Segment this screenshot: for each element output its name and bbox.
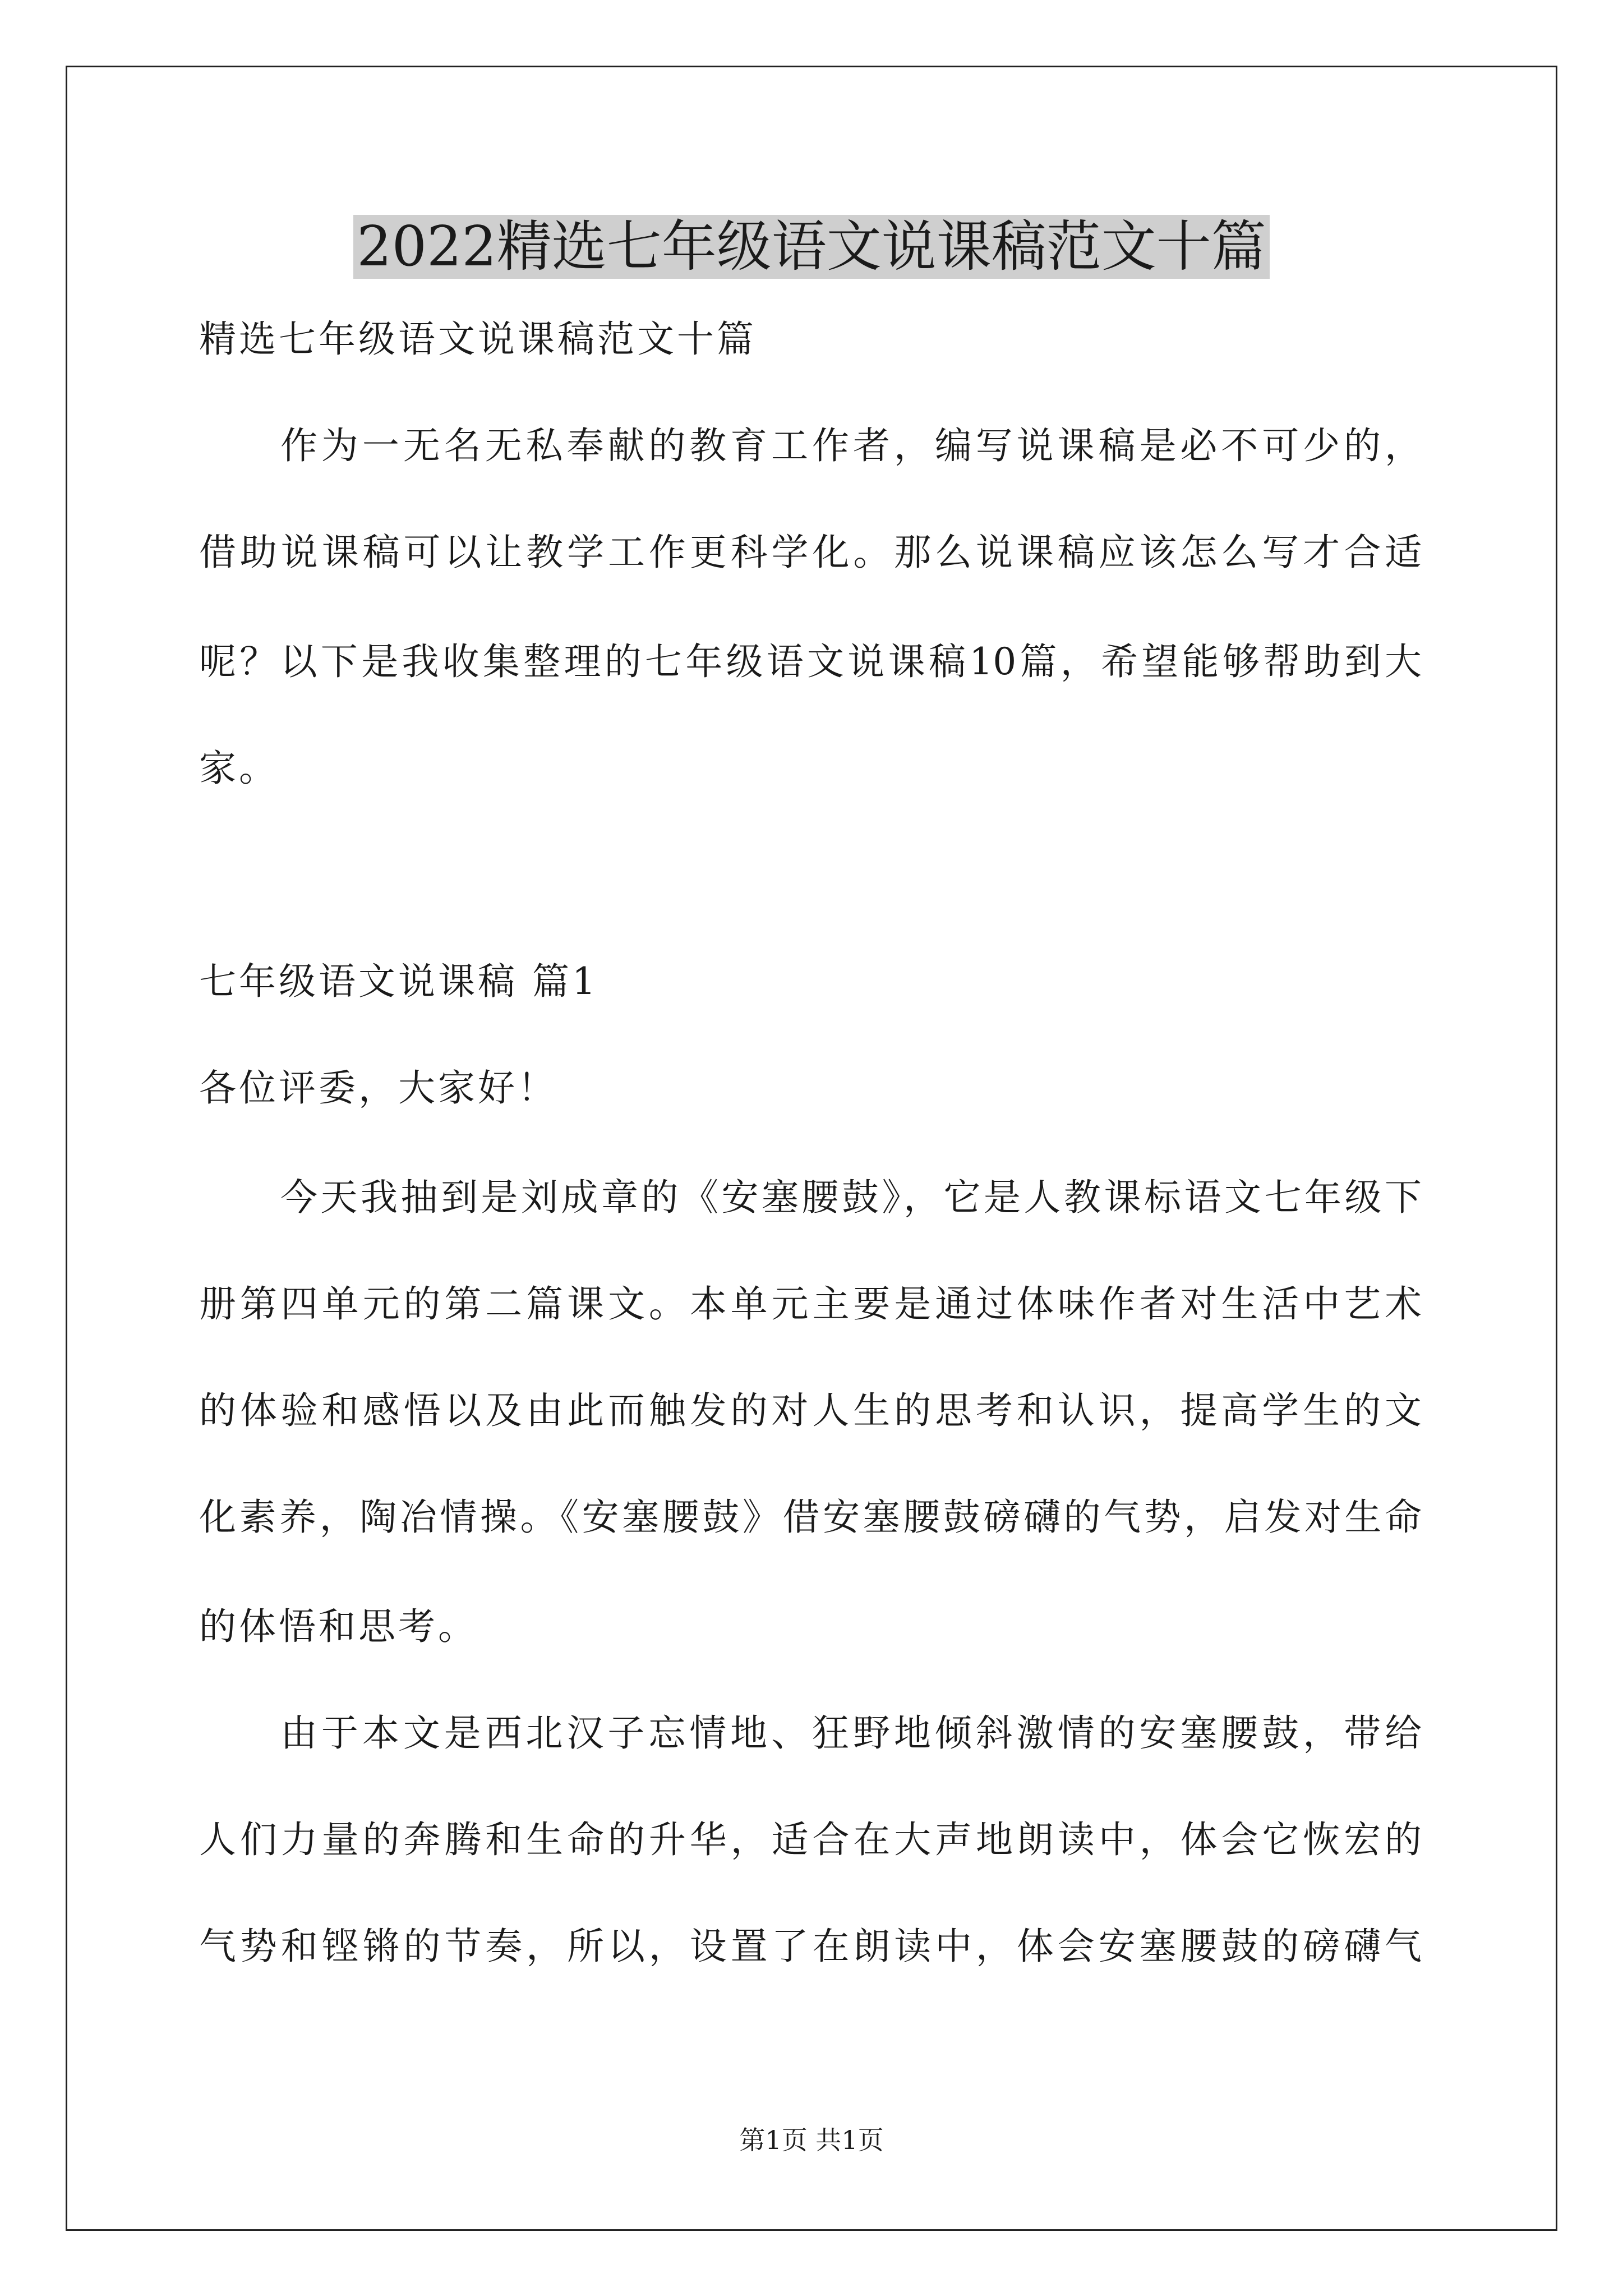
para1-line-4: 化素养，陶冶情操。《安塞腰鼓》借安塞腰鼓磅礴的气势，启发对生命 xyxy=(199,1496,1422,1539)
page-border xyxy=(66,66,1557,2231)
document-subtitle: 精选七年级语文说课稿范文十篇 xyxy=(199,318,757,361)
greeting: 各位评委，大家好！ xyxy=(199,1066,557,1110)
intro-line-3: 呢？以下是我收集整理的七年级语文说课稿10篇，希望能够帮助到大 xyxy=(199,640,1422,683)
para1-line-1: 今天我抽到是刘成章的《安塞腰鼓》，它是人教课标语文七年级下 xyxy=(280,1176,1422,1219)
para2-line-3: 气势和铿锵的节奏，所以，设置了在朗读中，体会安塞腰鼓的磅礴气 xyxy=(199,1925,1422,1968)
intro-line-1: 作为一无名无私奉献的教育工作者，编写说课稿是必不可少的， xyxy=(280,424,1422,467)
para2-line-2: 人们力量的奔腾和生命的升华，适合在大声地朗读中，体会它恢宏的 xyxy=(199,1818,1422,1861)
section-heading: 七年级语文说课稿 篇1 xyxy=(199,960,598,1003)
intro-line-2: 借助说课稿可以让教学工作更科学化。那么说课稿应该怎么写才合适 xyxy=(199,531,1422,574)
para1-line-5: 的体悟和思考。 xyxy=(199,1605,478,1648)
para2-line-1: 由于本文是西北汉子忘情地、狂野地倾斜激情的安塞腰鼓，带给 xyxy=(280,1711,1422,1755)
intro-line-4: 家。 xyxy=(199,747,279,790)
document-title: 2022精选七年级语文说课稿范文十篇 xyxy=(0,205,1623,289)
para1-line-3: 的体验和感悟以及由此而触发的对人生的思考和认识，提高学生的文 xyxy=(199,1389,1422,1432)
page-footer: 第1页 共1页 xyxy=(739,2125,884,2155)
para1-line-2: 册第四单元的第二篇课文。本单元主要是通过体味作者对生活中艺术 xyxy=(199,1282,1422,1326)
